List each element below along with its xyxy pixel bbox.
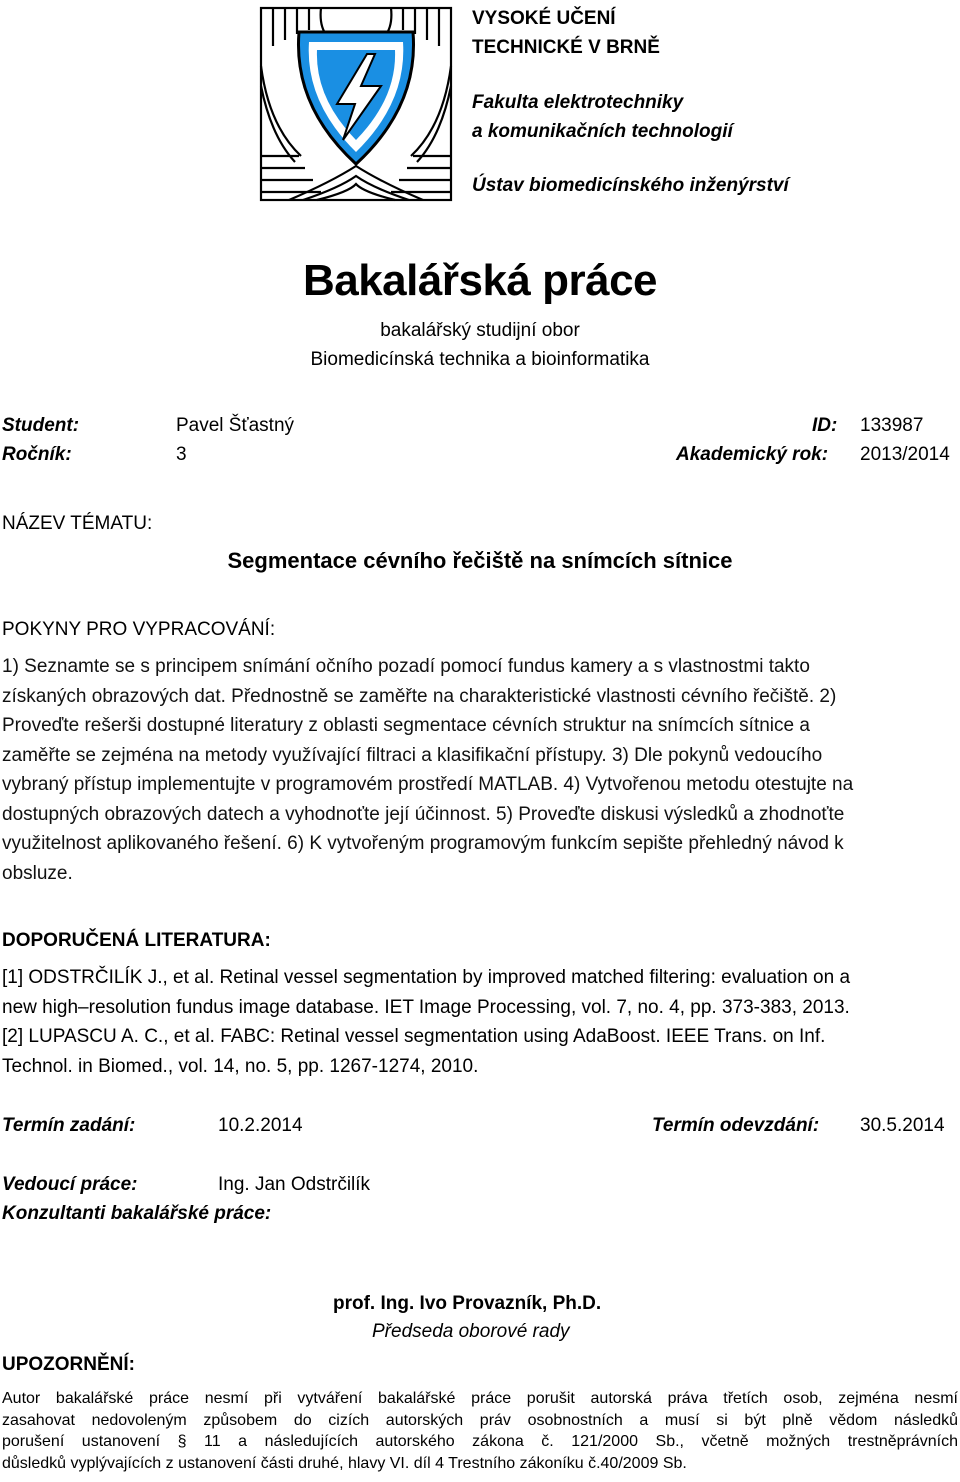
warning-line: zasahovat nedovoleným způsobem do cizích autorských práv osobnostních a musí si být plně vědom následků (2, 1411, 958, 1429)
faculty-name-line2: a komunikačních technologií (472, 121, 733, 142)
institute-name: Ústav biomedicínského inženýrství (472, 175, 789, 196)
assigned-date-label: Termín zadání: (2, 1115, 136, 1136)
instructions-line: 1) Seznamte se s principem snímání očního pozadí pomocí fundus kamery a s vlastnostmi takto (2, 656, 810, 677)
topic-label: NÁZEV TÉMATU: (2, 513, 153, 534)
supervisor-label: Vedoucí práce: (2, 1174, 138, 1195)
instructions-line: Proveďte rešerši dostupné literatury z oblasti segmentace cévních struktur na snímcích sítnice a (2, 715, 810, 736)
assigned-date-value: 10.2.2014 (218, 1115, 303, 1136)
due-date-label: Termín odevzdání: (652, 1115, 820, 1136)
board-chair-role: Předseda oborové rady (372, 1321, 570, 1342)
university-logo (259, 6, 453, 202)
due-date-value: 30.5.2014 (860, 1115, 945, 1136)
year-value: 3 (176, 444, 187, 465)
instructions-text (2, 652, 938, 888)
instructions-line: obsluze. (2, 862, 73, 884)
literature-line: [2] LUPASCU A. C., et al. FABC: Retinal vessel segmentation using AdaBoost. IEEE Trans. on Inf. (2, 1026, 826, 1047)
literature-label: DOPORUČENÁ LITERATURA: (2, 930, 271, 951)
literature-line: new high–resolution fundus image database. IET Image Processing, vol. 7, no. 4, pp. 373-383, 2013. (2, 996, 850, 1018)
school-name-line1: VYSOKÉ UČENÍ (472, 8, 616, 29)
instructions-line: využitelnost aplikovaného řešení. 6) K vytvořeným programovým funkcím sepište přehledný návod k (2, 833, 844, 854)
literature-line: [1] ODSTRČILÍK J., et al. Retinal vessel segmentation by improved matched filtering: evaluation on a (2, 967, 851, 988)
instructions-line: zaměřte se zejména na metody využívající filtraci a klasifikační přístupy. 3) Dle pokynů vedoucího (2, 744, 823, 766)
instructions-line: vybraný přístup implementujte v programovém prostředí MATLAB. 4) Vytvořenou metodu otestujte na (2, 774, 854, 795)
school-name-line2: TECHNICKÉ V BRNĚ (472, 37, 660, 58)
warning-line: Autor bakalářské práce nesmí při vytváření bakalářské práce porušit autorská práva třetích osob, zejména nesmí (2, 1390, 958, 1407)
consultants-label: Konzultanti bakalářské práce: (2, 1203, 272, 1224)
academic-year-label: Akademický rok: (676, 444, 829, 465)
warning-label: UPOZORNĚNÍ: (2, 1354, 135, 1375)
id-value: 133987 (860, 415, 924, 436)
literature-line: Technol. in Biomed., vol. 14, no. 5, pp. 1267-1274, 2010. (2, 1055, 479, 1077)
warning-line: důsledků vyplývajících z ustanovení části druhé, hlavy VI. díl 4 Trestního zákoníku č.40/2009 Sb. (2, 1454, 687, 1472)
instructions-label: POKYNY PRO VYPRACOVÁNÍ: (2, 619, 276, 640)
academic-year-value: 2013/2014 (860, 444, 950, 465)
id-label: ID: (812, 415, 838, 436)
literature-list (2, 963, 942, 1081)
faculty-name-line1: Fakulta elektrotechniky (472, 92, 684, 113)
board-chair-name: prof. Ing. Ivo Provazník, Ph.D. (333, 1293, 602, 1314)
warning-line: porušení ustanovení § 11 a následujících autorského zákona č. 121/2000 Sb., včetně možných trestněprávních (2, 1433, 958, 1450)
instructions-line: dostupných obrazových datech a vyhodnoťte její účinnost. 5) Proveďte diskusi výsledků a zhodnoťte (2, 803, 845, 825)
supervisor-value: Ing. Jan Odstrčilík (218, 1174, 371, 1195)
topic-title: Segmentace cévního řečiště na snímcích sítnice (227, 548, 733, 573)
student-label: Student: (2, 415, 80, 436)
lightning-shield-icon (259, 6, 453, 202)
year-label: Ročník: (2, 444, 72, 465)
study-program-line1: bakalářský studijní obor (380, 320, 580, 341)
warning-text (2, 1388, 958, 1474)
instructions-line: získaných obrazových dat. Přednostně se zaměřte na charakteristické vlastnosti cévního řečiště. 2) (2, 685, 837, 707)
study-program-line2: Biomedicínská technika a bioinformatika (310, 349, 650, 370)
student-value: Pavel Šťastný (176, 415, 295, 436)
page-title: Bakalářská práce (302, 256, 658, 305)
